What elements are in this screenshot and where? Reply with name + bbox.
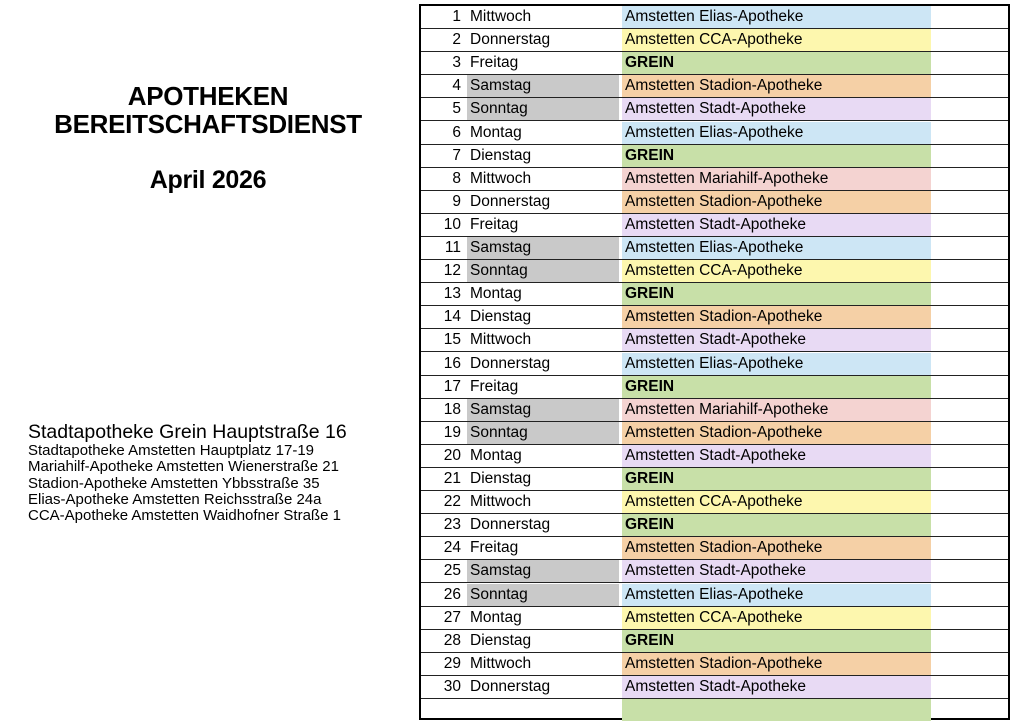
pharmacy-cell: GREIN: [622, 283, 931, 305]
table-row: [421, 6, 1008, 29]
address-item: CCA-Apotheke Amstetten Waidhofner Straße 1: [28, 507, 341, 525]
table-row: [421, 191, 1008, 214]
schedule-table: [419, 4, 1010, 720]
pharmacy-cell: Amstetten Stadion-Apotheke: [622, 191, 931, 213]
day-number: 5: [452, 100, 461, 118]
weekday-cell: Freitag: [470, 54, 519, 72]
day-number: 12: [443, 262, 461, 280]
pharmacy-cell: Amstetten CCA-Apotheke: [622, 607, 931, 629]
table-row: [421, 537, 1008, 560]
pharmacy-cell: Amstetten Elias-Apotheke: [622, 122, 931, 144]
day-number: 13: [443, 285, 461, 303]
day-number: 23: [443, 516, 461, 534]
table-row: [421, 699, 1008, 722]
table-row: [421, 145, 1008, 168]
title-line-2: BEREITSCHAFTSDIENST: [54, 109, 362, 139]
weekday-cell: Samstag: [467, 237, 619, 259]
table-row: [421, 630, 1008, 653]
weekday-cell: Donnerstag: [470, 31, 551, 49]
day-number: 16: [443, 354, 461, 372]
address-item: Stadtapotheke Amstetten Hauptplatz 17-19: [28, 442, 315, 459]
table-row: [421, 168, 1008, 191]
weekday-cell: Mittwoch: [470, 8, 532, 25]
weekday-cell: [467, 699, 619, 721]
pharmacy-cell: GREIN: [622, 52, 931, 74]
table-row: [421, 445, 1008, 468]
weekday-cell: Dienstag: [470, 146, 532, 164]
table-row: [421, 237, 1008, 260]
day-number: 14: [443, 308, 461, 326]
day-number: 29: [443, 654, 461, 672]
day-number: 1: [452, 8, 461, 25]
pharmacy-cell: Amstetten CCA-Apotheke: [622, 29, 931, 51]
pharmacy-cell: Amstetten Elias-Apotheke: [622, 237, 931, 259]
month-title: April 2026: [149, 166, 267, 194]
pharmacy-cell: Amstetten Stadion-Apotheke: [622, 306, 931, 328]
weekday-cell: Mittwoch: [470, 169, 532, 187]
day-number: 2: [452, 31, 461, 49]
day-number: 8: [452, 169, 461, 187]
day-number: 10: [443, 215, 461, 233]
weekday-cell: Dienstag: [470, 308, 532, 326]
pharmacy-cell: Amstetten Mariahilf-Apotheke: [622, 168, 931, 190]
pharmacy-cell: Amstetten Elias-Apotheke: [622, 6, 931, 28]
table-row: [421, 653, 1008, 676]
weekday-cell: Dienstag: [470, 470, 532, 487]
table-row: [421, 353, 1008, 376]
address-list: [28, 421, 408, 524]
table-row: [421, 676, 1008, 699]
table-row: [421, 122, 1008, 145]
table-row: [421, 607, 1008, 630]
address-item: Mariahilf-Apotheke Amstetten Wienerstraße 21: [28, 458, 339, 476]
table-row: [421, 52, 1008, 75]
pharmacy-cell: Amstetten Stadion-Apotheke: [622, 653, 931, 675]
weekday-cell: Samstag: [467, 75, 619, 97]
day-number: 15: [443, 331, 461, 349]
weekday-cell: Mittwoch: [470, 331, 532, 349]
weekday-cell: Samstag: [467, 399, 619, 421]
weekday-cell: Sonntag: [467, 98, 619, 120]
weekday-cell: Donnerstag: [470, 516, 551, 534]
pharmacy-cell: Amstetten Stadt-Apotheke: [622, 676, 931, 698]
day-number: 18: [443, 400, 461, 418]
weekday-cell: Freitag: [470, 539, 519, 557]
pharmacy-cell: [622, 699, 931, 721]
weekday-cell: Sonntag: [467, 260, 619, 282]
table-row: [421, 306, 1008, 329]
table-row: [421, 468, 1008, 491]
pharmacy-cell: GREIN: [622, 514, 931, 536]
address-main: Stadtapotheke Grein Hauptstraße 16: [28, 421, 347, 443]
weekday-cell: Donnerstag: [470, 192, 551, 210]
day-number: 30: [443, 677, 461, 695]
day-number: 22: [443, 493, 461, 511]
weekday-cell: Mittwoch: [470, 654, 532, 672]
pharmacy-cell: Amstetten Elias-Apotheke: [622, 584, 931, 606]
address-item: Stadion-Apotheke Amstetten Ybbsstraße 35: [28, 474, 320, 492]
table-row: [421, 260, 1008, 283]
weekday-cell: Sonntag: [467, 422, 619, 444]
table-row: [421, 283, 1008, 306]
table-row: [421, 214, 1008, 237]
table-row: [421, 514, 1008, 537]
day-number: 9: [452, 192, 461, 210]
pharmacy-cell: Amstetten CCA-Apotheke: [622, 260, 931, 282]
pharmacy-cell: Amstetten Stadt-Apotheke: [622, 214, 931, 236]
pharmacy-cell: Amstetten Stadion-Apotheke: [622, 537, 931, 559]
weekday-cell: Freitag: [470, 377, 519, 395]
weekday-cell: Mittwoch: [470, 493, 532, 511]
table-row: [421, 399, 1008, 422]
table-row: [421, 584, 1008, 607]
day-number: 7: [452, 146, 461, 164]
table-row: [421, 491, 1008, 514]
pharmacy-cell: Amstetten Stadt-Apotheke: [622, 329, 931, 351]
title-block: [0, 82, 416, 194]
weekday-cell: Montag: [470, 608, 522, 626]
day-number: 24: [443, 539, 461, 557]
table-row: [421, 376, 1008, 399]
day-number: 21: [443, 470, 461, 487]
day-number: 25: [443, 562, 461, 580]
weekday-cell: Montag: [470, 285, 522, 303]
weekday-cell: Sonntag: [467, 584, 619, 606]
pharmacy-cell: Amstetten Mariahilf-Apotheke: [622, 399, 931, 421]
weekday-cell: Freitag: [470, 215, 519, 233]
day-number: 28: [443, 631, 461, 649]
pharmacy-cell: GREIN: [622, 145, 931, 167]
day-number: 19: [443, 423, 461, 441]
pharmacy-cell: Amstetten Stadt-Apotheke: [622, 98, 931, 120]
pharmacy-cell: GREIN: [622, 468, 931, 490]
table-row: [421, 329, 1008, 352]
day-number: 6: [452, 123, 461, 141]
day-number: 27: [443, 608, 461, 626]
address-item: Elias-Apotheke Amstetten Reichsstraße 24a: [28, 490, 322, 508]
pharmacy-cell: Amstetten Stadion-Apotheke: [622, 422, 931, 444]
day-number: [421, 699, 461, 721]
pharmacy-cell: Amstetten Stadion-Apotheke: [622, 75, 931, 97]
table-row: [421, 98, 1008, 121]
table-row: [421, 29, 1008, 52]
weekday-cell: Montag: [470, 123, 522, 141]
pharmacy-cell: Amstetten CCA-Apotheke: [622, 491, 931, 513]
pharmacy-cell: GREIN: [622, 630, 931, 652]
weekday-cell: Montag: [470, 446, 522, 464]
day-number: 26: [443, 585, 461, 603]
day-number: 11: [444, 239, 461, 256]
day-number: 4: [452, 77, 461, 95]
weekday-cell: Donnerstag: [470, 354, 551, 372]
day-number: 20: [443, 446, 461, 464]
weekday-cell: Donnerstag: [470, 677, 551, 695]
pharmacy-cell: Amstetten Elias-Apotheke: [622, 353, 931, 375]
pharmacy-cell: Amstetten Stadt-Apotheke: [622, 560, 931, 582]
pharmacy-cell: GREIN: [622, 376, 931, 398]
day-number: 3: [452, 54, 461, 72]
weekday-cell: Samstag: [467, 560, 619, 582]
weekday-cell: Dienstag: [470, 631, 532, 649]
title-line-1: APOTHEKEN: [127, 81, 289, 111]
table-row: [421, 75, 1008, 98]
pharmacy-cell: Amstetten Stadt-Apotheke: [622, 445, 931, 467]
table-row: [421, 560, 1008, 583]
table-row: [421, 422, 1008, 445]
day-number: 17: [443, 377, 461, 395]
